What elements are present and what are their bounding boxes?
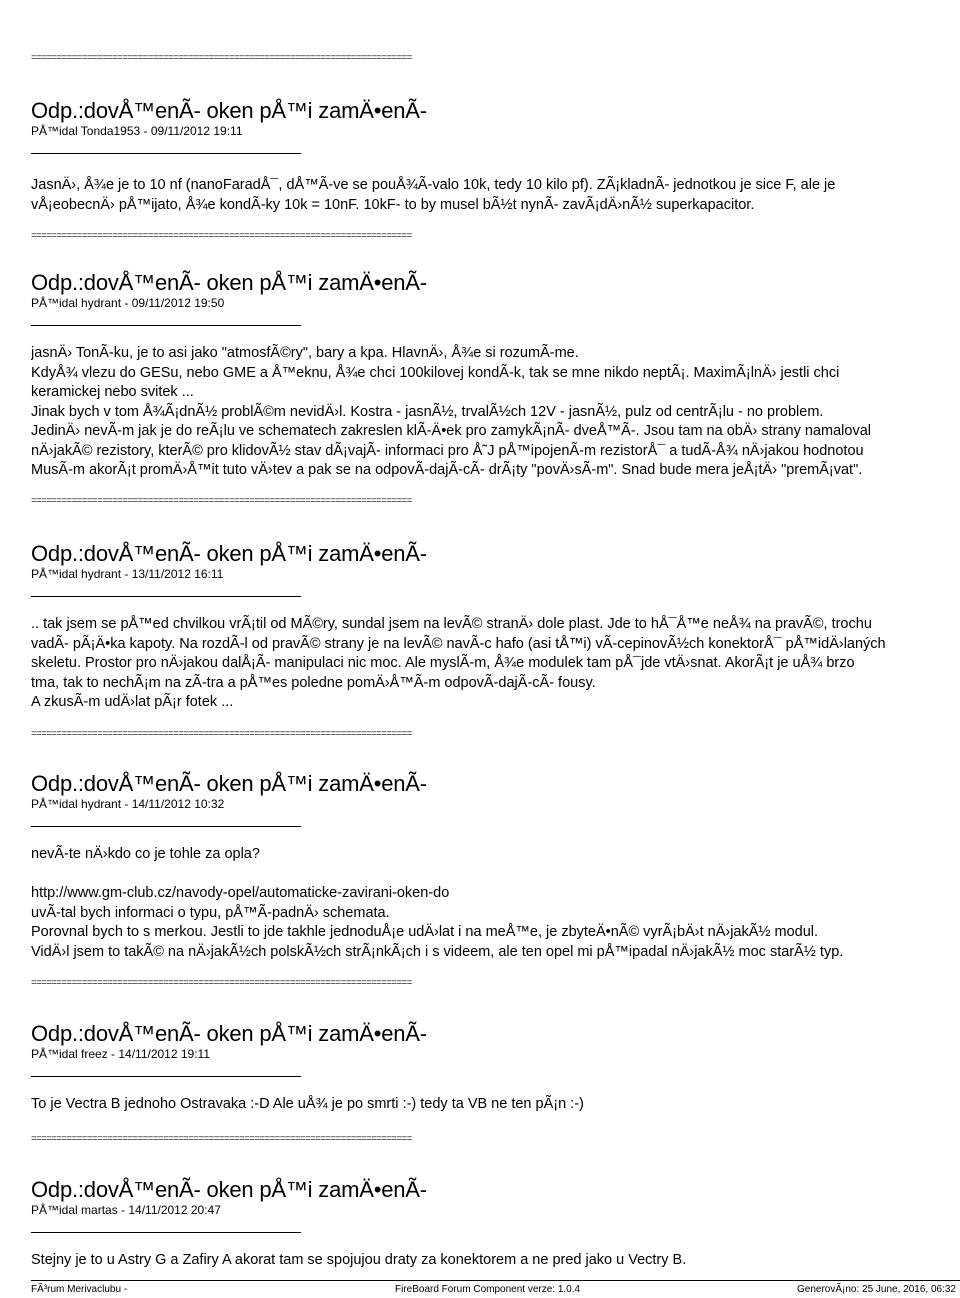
- post-meta: PÅ™idal hydrant - 14/11/2012 10:32: [31, 797, 225, 811]
- separator-line: ===========================================================================: [31, 1133, 412, 1144]
- post-text-line: Porovnal bych to s merkou. Jestli to jde takhle jednoduÅ¡e udÄ›lat i na meÅ™e, je zbyteÄ•nÃ© vyrÃ¡bÄ›t nÄ›jakÃ½ modul.: [31, 924, 819, 940]
- post-title: Odp.:dovÅ™enÃ- oken pÅ™i zamÄ•enÃ-: [31, 270, 427, 295]
- separator-line: ===========================================================================: [31, 977, 412, 988]
- separator-line: ===========================================================================: [31, 495, 412, 506]
- separator-line: ===========================================================================: [31, 52, 412, 63]
- footer-forum-name: FÃ³rum Merivaclubu -: [31, 1284, 128, 1295]
- post-title: Odp.:dovÅ™enÃ- oken pÅ™i zamÄ•enÃ-: [31, 1021, 427, 1046]
- post-body: [31, 1095, 960, 1115]
- post-body: [31, 1251, 960, 1271]
- post-link[interactable]: http://www.gm-club.cz/navody-opel/automaticke-zavirani-oken-do: [31, 885, 450, 901]
- post-text-line: KdyÅ¾ vlezu do GESu, nebo GME a Å™eknu, Å¾e chci 100kilovej kondÃ-k, tak se mne nikdo neptÃ¡. MaximÃ¡lnÄ› jestli chci: [31, 364, 840, 381]
- post-title: Odp.:dovÅ™enÃ- oken pÅ™i zamÄ•enÃ-: [31, 541, 427, 566]
- forum-post: [31, 270, 960, 481]
- forum-post: [31, 1021, 960, 1115]
- post-title: Odp.:dovÅ™enÃ- oken pÅ™i zamÄ•enÃ-: [31, 771, 427, 796]
- post-body: [31, 344, 960, 481]
- post-text-line: JasnÄ›, Å¾e je to 10 nf (nanoFaradÅ¯, dÅ™Ã-ve se pouÅ¾Ã-valo 10k, tedy 10 kilo pf). ZÃ¡kladnÃ- jednotkou je sice F, ale je: [31, 177, 836, 193]
- post-divider: [31, 153, 301, 154]
- post-text-line: keramickej nebo svitek ...: [31, 384, 194, 400]
- page-footer: [31, 1280, 960, 1298]
- post-divider: [31, 1232, 301, 1233]
- post-title: Odp.:dovÅ™enÃ- oken pÅ™i zamÄ•enÃ-: [31, 1177, 427, 1202]
- post-text-line: vadÃ- pÃ¡Ä•ka kapoty. Na rozdÃ-l od pravÃ© strany je na levÃ© navÃ-c hafo (asi tÅ™i) vÃ-cepinovÃ½ch konektorÅ¯ pÅ™idÄ›laných: [31, 635, 886, 652]
- post-meta: PÅ™idal Tonda1953 - 09/11/2012 19:11: [31, 124, 243, 138]
- post-text-line: VidÄ›l jsem to takÃ© na nÄ›jakÃ½ch polskÃ½ch strÃ¡nkÃ¡ch i s videem, ale ten opel mi pÅ™ipadal nÄ›jakÃ½ moc starÃ½ typ.: [31, 943, 844, 960]
- post-text-line: JedinÄ› nevÃ-m jak je do reÃ¡lu ve schematech zakreslen klÃ-Ä•ek pro zamykÃ¡nÃ- dveÅ™Ã-. Jsou tam na obÄ› strany namaloval: [31, 423, 871, 439]
- post-divider: [31, 826, 301, 827]
- forum-post: [31, 1177, 960, 1271]
- footer-generated-date: GenerovÃ¡no: 25 June, 2016, 06:32: [796, 1284, 956, 1295]
- post-text-line: nÄ›jakÃ© rezistory, kterÃ© pro klidovÃ½ stav dÃ¡vajÃ- informaci pro Å˜J pÅ™ipojenÃ-m rezistorÅ¯ a tudÃ-Å¾ nÄ›jakou hodnotou: [31, 442, 864, 459]
- post-text-line: vÅ¡eobecnÄ› pÅ™ijato, Å¾e kondÃ-ky 10k = 10nF. 10kF- to by musel bÃ½t nynÃ- zavÃ¡dÄ›nÃ½ superkapacitor.: [31, 196, 755, 213]
- post-body: [31, 615, 960, 713]
- footer-component-version: FireBoard Forum Component verze: 1.0.4: [395, 1284, 581, 1295]
- post-body: [31, 176, 960, 215]
- post-text-line: Stejny je to u Astry G a Zafiry A akorat tam se spojujou draty za konektorem a ne pred jako u Vectry B.: [31, 1252, 687, 1268]
- post-divider: [31, 1076, 301, 1077]
- post-text-line: A zkusÃ-m udÄ›lat pÃ¡r fotek ...: [31, 694, 234, 710]
- separator-line: ===========================================================================: [31, 230, 412, 241]
- post-title: Odp.:dovÅ™enÃ- oken pÅ™i zamÄ•enÃ-: [31, 98, 427, 123]
- post-body: [31, 845, 960, 962]
- post-text-line: tma, tak to nechÃ¡m na zÃ-tra a pÅ™es poledne pomÄ›Å™Ã-m odpovÃ-dajÃ-cÃ- fousy.: [31, 674, 596, 691]
- separator-line: ===========================================================================: [31, 728, 412, 739]
- post-meta: PÅ™idal hydrant - 09/11/2012 19:50: [31, 296, 225, 310]
- post-divider: [31, 596, 301, 597]
- post-divider: [31, 325, 301, 326]
- post-text-line: skeletu. Prostor pro nÄ›jakou dalÅ¡Ã- manipulaci nic moc. Ale myslÃ-m, Å¾e modulek tam pÅ¯jde vtÄ›snat. AkorÃ¡t je uÅ¾ brzo: [31, 655, 855, 671]
- post-meta: PÅ™idal hydrant - 13/11/2012 16:11: [31, 567, 224, 581]
- forum-post: [31, 771, 960, 962]
- post-meta: PÅ™idal martas - 14/11/2012 20:47: [31, 1203, 221, 1217]
- forum-post: [31, 541, 960, 713]
- post-meta: PÅ™idal freez - 14/11/2012 19:11: [31, 1047, 211, 1061]
- post-text-line: nevÃ-te nÄ›kdo co je tohle za opla?: [31, 846, 260, 862]
- post-text-line: Jinak bych v tom Å¾Ã¡dnÃ½ problÃ©m nevidÄ›l. Kostra - jasnÃ½, trvalÃ½ch 12V - jasnÃ½, pulz od centrÃ¡lu - no problem.: [31, 403, 824, 420]
- post-text-line: MusÃ-m akorÃ¡t promÄ›Å™it tuto vÄ›tev a pak se na odpovÃ-dajÃ-cÃ- drÃ¡ty "povÄ›sÃ-m". Snad bude mera jeÅ¡tÄ› "premÃ¡vat".: [31, 462, 863, 478]
- post-text-line: uvÃ-tal bych informaci o typu, pÅ™Ã-padnÄ› schemata.: [31, 904, 390, 921]
- post-text-line: To je Vectra B jednoho Ostravaka :-D Ale uÅ¾ je po smrti :-) tedy ta VB ne ten pÃ¡n :-): [31, 1096, 584, 1112]
- forum-post: [31, 98, 960, 215]
- post-text-line: jasnÄ› TonÃ-ku, je to asi jako "atmosfÃ©ry", bary a kpa. HlavnÄ›, Å¾e si rozumÃ-me.: [31, 345, 579, 361]
- post-text-line: [31, 865, 960, 885]
- post-text-line: .. tak jsem se pÅ™ed chvilkou vrÃ¡til od MÃ©ry, sundal jsem na levÃ© stranÄ› dole plast. Jde to hÅ¯Å™e neÅ¾ na pravÃ©, trochu: [31, 616, 872, 632]
